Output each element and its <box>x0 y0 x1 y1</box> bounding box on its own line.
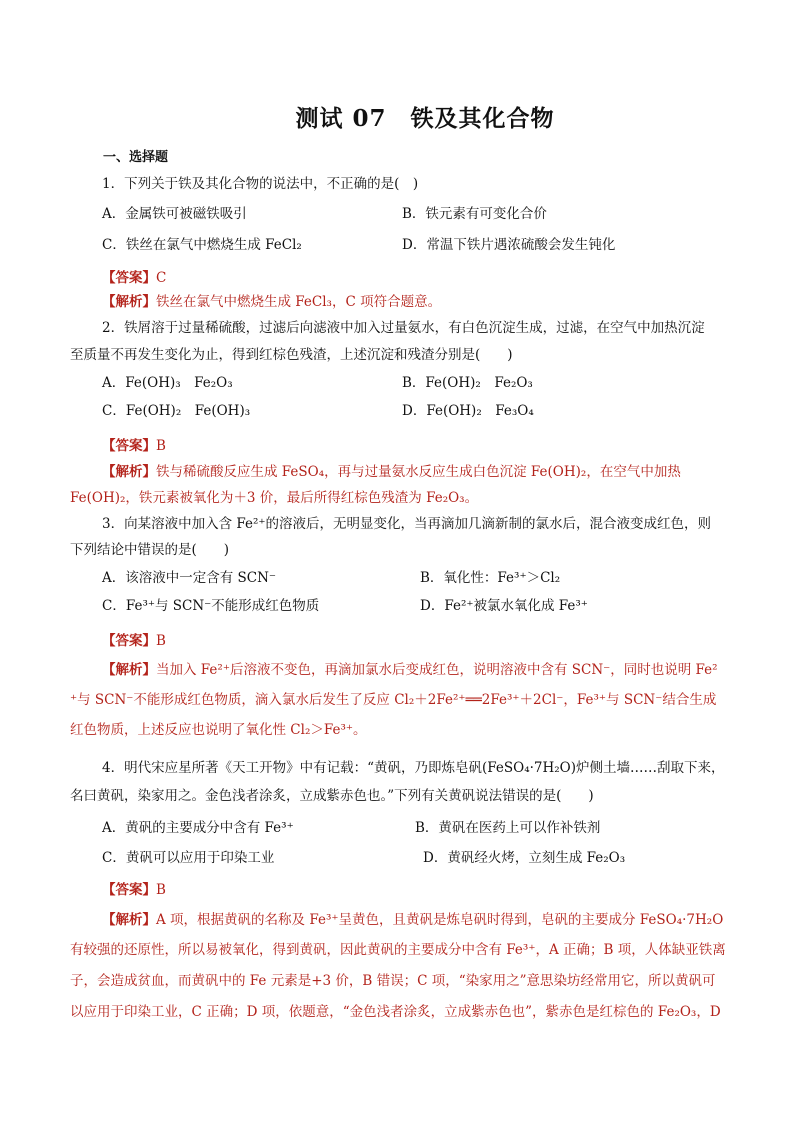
q1-option-b: B．铁元素有可变化合价 <box>402 206 547 222</box>
analysis-tag: 【解析】 <box>102 294 156 310</box>
page-title: 测试 07 铁及其化合物 <box>295 105 555 132</box>
q4-analysis-line-3: 子，会造成贫血，而黄矾中的 Fe 元素是+3 价，B 错误；C 项，“染家用之”意思染坊经常用它，所以黄矾可 <box>70 973 716 989</box>
q2-answer <box>102 436 166 456</box>
answer-tag: 【答案】 <box>102 633 156 649</box>
question-4-stem-line-2: 名曰黄矾，染家用之。金色浅者涂炙，立成紫赤色也。”下列有关黄矾说法错误的是( ) <box>70 788 594 804</box>
answer-value: C <box>156 270 167 286</box>
answer-value: B <box>156 882 166 898</box>
q3-analysis-line-3: 红色物质，上述反应也说明了氧化性 Cl₂＞Fe³⁺。 <box>70 722 367 738</box>
question-4-stem-line-1: 4．明代宋应星所著《天工开物》中有记载：“黄矾，乃即炼皂矾(FeSO₄·7H₂O)炉侧土墙……刮取下来， <box>102 760 725 776</box>
q4-option-d: D．黄矾经火烤，立刻生成 Fe₂O₃ <box>423 850 626 866</box>
analysis-tag: 【解析】 <box>102 662 156 678</box>
q4-answer <box>102 880 166 900</box>
q3-option-a: A．该溶液中一定含有 SCN⁻ <box>102 570 277 586</box>
q3-answer <box>102 631 166 651</box>
q1-analysis <box>102 292 441 312</box>
q3-analysis-line-2: ⁺与 SCN⁻不能形成红色物质，滴入氯水后发生了反应 Cl₂＋2Fe²⁺══2Fe³⁺＋2Cl⁻，Fe³⁺与 SCN⁻结合生成 <box>70 692 717 708</box>
q3-option-b: B．氧化性：Fe³⁺＞Cl₂ <box>420 570 561 586</box>
analysis-text: 当加入 Fe²⁺后溶液不变色，再滴加氯水后变成红色，说明溶液中含有 SCN⁻，同时也说明 Fe² <box>156 662 718 678</box>
q2-option-b: B．Fe(OH)₂ Fe₂O₃ <box>402 375 533 391</box>
question-2-stem-line-1: 2．铁屑溶于过量稀硫酸，过滤后向滤液中加入过量氨水，有白色沉淀生成，过滤，在空气中加热沉淀 <box>102 320 705 336</box>
analysis-text: 铁丝在氯气中燃烧生成 FeCl₃，C 项符合题意。 <box>156 294 442 310</box>
q3-option-d: D．Fe²⁺被氯水氧化成 Fe³⁺ <box>420 598 588 614</box>
q4-analysis-line-4: 以应用于印染工业，C 正确；D 项，依题意，“金色浅者涂炙，立成紫赤色也”，紫赤色是红棕色的 Fe₂O₃，D <box>70 1004 721 1020</box>
q4-analysis-line-1 <box>102 910 723 930</box>
answer-value: B <box>156 438 166 454</box>
q4-option-c: C．黄矾可以应用于印染工业 <box>102 850 275 866</box>
section-heading: 一、选择题 <box>103 150 169 165</box>
q3-option-c: C．Fe³⁺与 SCN⁻不能形成红色物质 <box>102 598 320 614</box>
question-3-stem-line-2: 下列结论中错误的是( ) <box>70 542 230 558</box>
q4-option-b: B．黄矾在医药上可以作补铁剂 <box>415 820 601 836</box>
question-3-stem-line-1: 3．向某溶液中加入含 Fe²⁺的溶液后，无明显变化，当再滴加几滴新制的氯水后，混合液变成红色，则 <box>102 516 712 532</box>
q2-analysis-line-1 <box>102 462 681 482</box>
analysis-text: 铁与稀硫酸反应生成 FeSO₄，再与过量氨水反应生成白色沉淀 Fe(OH)₂，在空气中加热 <box>156 464 681 480</box>
answer-tag: 【答案】 <box>102 438 156 454</box>
analysis-tag: 【解析】 <box>102 464 156 480</box>
analysis-text: A 项，根据黄矾的名称及 Fe³⁺呈黄色，且黄矾是炼皂矾时得到，皂矾的主要成分 FeSO₄·7H₂O <box>156 912 724 928</box>
q4-analysis-line-2: 有较强的还原性，所以易被氧化，得到黄矾，因此黄矾的主要成分中含有 Fe³⁺，A 正确；B 项，人体缺亚铁离 <box>70 942 726 958</box>
question-2-stem-line-2: 至质量不再发生变化为止，得到红棕色残渣，上述沉淀和残渣分别是( ) <box>70 347 513 363</box>
answer-tag: 【答案】 <box>102 882 156 898</box>
q2-option-d: D．Fe(OH)₂ Fe₃O₄ <box>402 403 534 419</box>
q2-option-c: C．Fe(OH)₂ Fe(OH)₃ <box>102 403 251 419</box>
q2-analysis-line-2: Fe(OH)₂，铁元素被氧化为＋3 价，最后所得红棕色残渣为 Fe₂O₃。 <box>70 490 479 506</box>
q1-option-a: A．金属铁可被磁铁吸引 <box>102 206 247 222</box>
answer-value: B <box>156 633 166 649</box>
q2-option-a: A．Fe(OH)₃ Fe₂O₃ <box>102 375 233 391</box>
analysis-tag: 【解析】 <box>102 912 156 928</box>
question-1-stem: 1．下列关于铁及其化合物的说法中，不正确的是( ) <box>102 176 419 192</box>
q1-option-d: D．常温下铁片遇浓硫酸会发生钝化 <box>402 237 616 253</box>
q4-option-a: A．黄矾的主要成分中含有 Fe³⁺ <box>102 820 294 836</box>
q1-answer <box>102 268 166 288</box>
q1-option-c: C．铁丝在氯气中燃烧生成 FeCl₂ <box>102 237 302 253</box>
q3-analysis-line-1 <box>102 660 718 680</box>
answer-tag: 【答案】 <box>102 270 156 286</box>
